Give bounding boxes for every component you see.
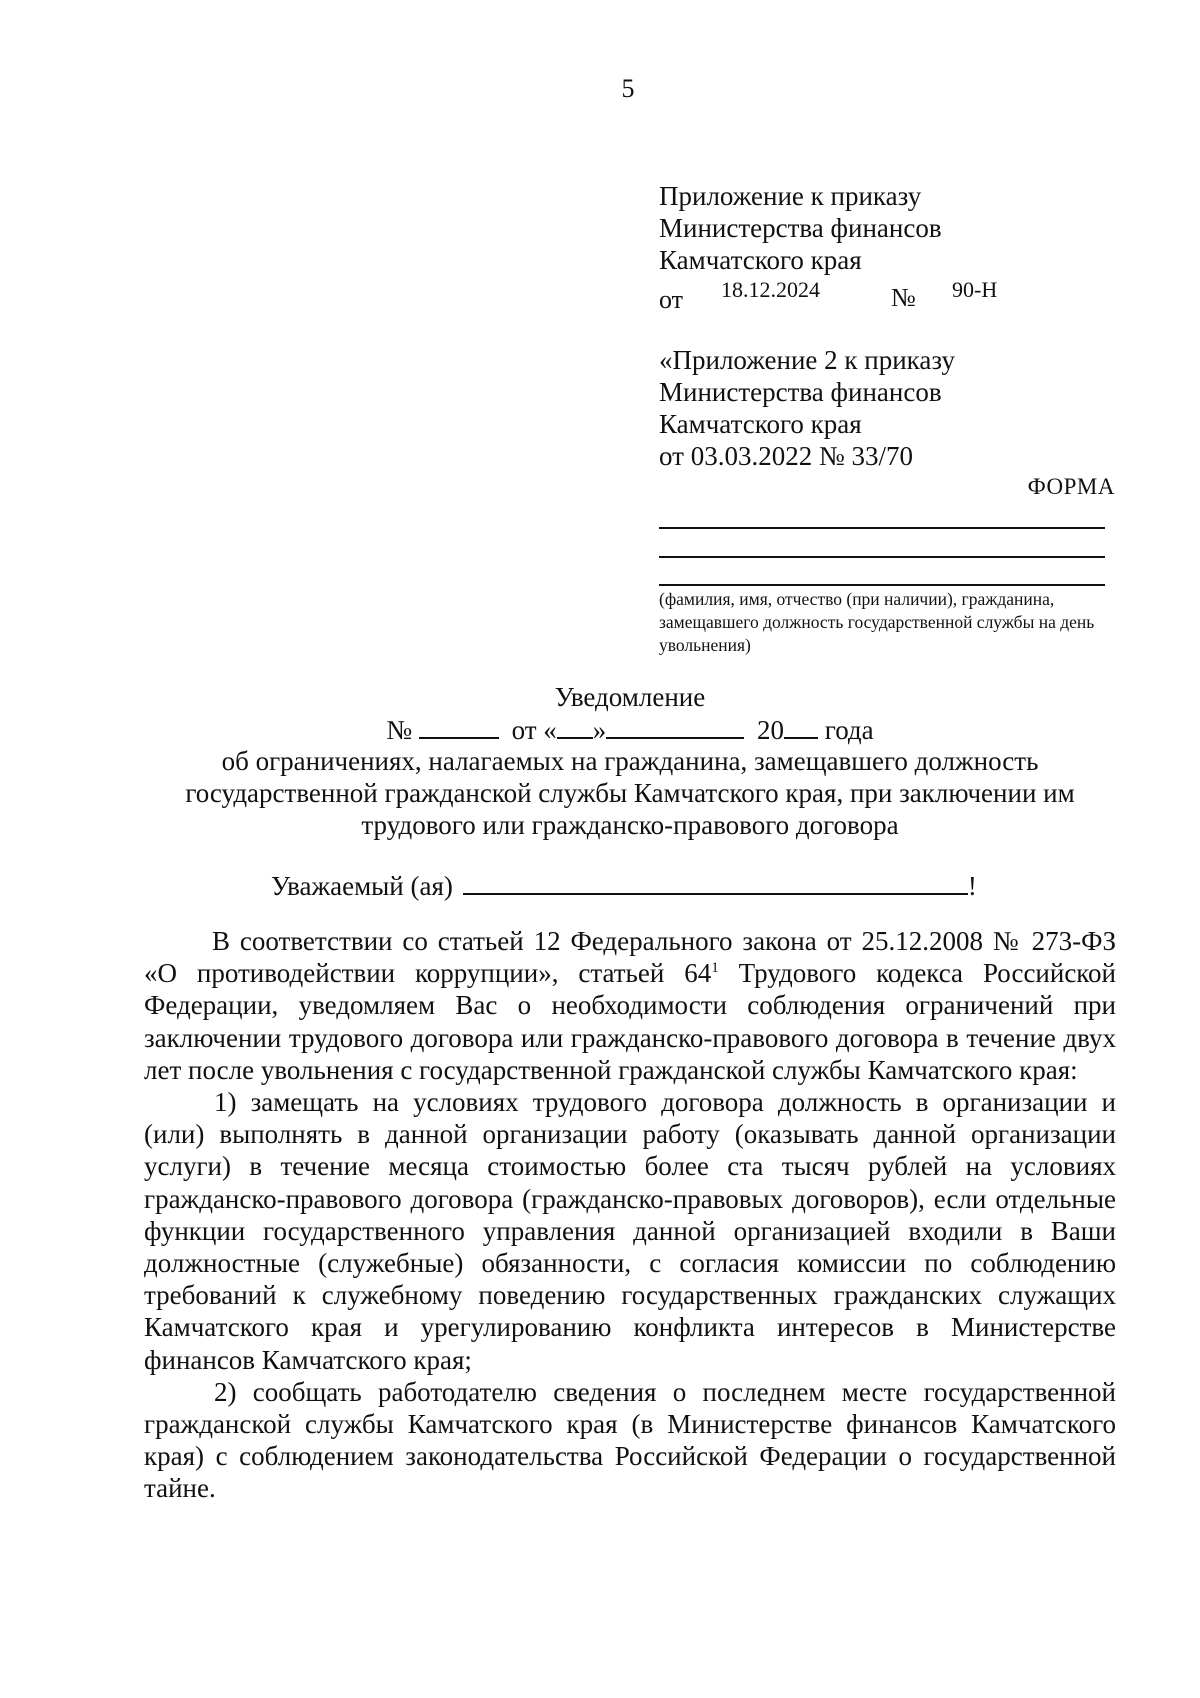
ot-label: от — [659, 285, 684, 314]
name-caption: (фамилия, имя, отчество (при наличии), гражданина, замещавшего должность государственной службы на день увольнения) — [659, 589, 1095, 655]
greeting-line — [271, 867, 977, 902]
name-blank-line — [659, 556, 1105, 558]
notice-body — [144, 925, 1116, 1505]
article-superscript: 1 — [711, 960, 719, 977]
notice-year-suffix: года — [824, 715, 874, 745]
approval-line: Министерства финансов — [659, 213, 942, 243]
order-date-number-row — [659, 276, 1129, 312]
approval-line: Министерства финансов — [659, 377, 942, 407]
restriction-item-2: 2) сообщать работодателю сведения о последнем месте государственной гражданской службы Камчатского края (в Министерстве финансов Камчатского края) с соблюдением законодательства Российской Федерации о государственной тайне. — [144, 1376, 1116, 1504]
notice-ot-open: от « — [511, 715, 557, 745]
notice-number-line — [130, 713, 1130, 746]
notice-day-blank — [557, 713, 593, 739]
order-number: 90-Н — [952, 277, 998, 302]
approval-block-current — [659, 180, 1129, 312]
page-number: 5 — [621, 74, 635, 103]
approval-line: от 03.03.2022 № 33/70 — [659, 441, 913, 471]
form-label: ФОРМА — [1027, 474, 1115, 499]
greeting-name-blank — [463, 867, 968, 895]
approval-line: Камчатского края — [659, 409, 862, 439]
notice-month-blank — [606, 713, 744, 739]
approval-line: «Приложение 2 к приказу — [659, 345, 955, 375]
notice-subject: об ограничениях, налагаемых на гражданина, замещавшего должность государственной гражданской службы Камчатского края, при заключении им трудового или гражданско-правового договора — [185, 746, 1075, 840]
notice-year-blank — [784, 713, 818, 739]
restriction-item-1: 1) замещать на условиях трудового договора должность в организации и (или) выполнять в данной организации работу (оказывать данной организации услуги) в течение месяца стоимостью более ста тысяч рублей на условиях гражданско-правового договора (гражданско-правовых договоров), если отдельные функции государственного управления данной организацией входили в Ваши должностные (служебные) обязанности, с согласия комиссии по соблюдению требований к служебному поведению государственных гражданских служащих Камчатского края и урегулированию конфликта интересов в Министерстве финансов Камчатского края; — [144, 1087, 1116, 1375]
notice-title: Уведомление — [554, 682, 706, 712]
approval-block-previous — [659, 344, 1129, 472]
body-intro-paragraph — [144, 925, 1116, 1086]
name-blank-line — [659, 584, 1105, 586]
notice-number-prefix: № — [386, 715, 413, 745]
number-sign: № — [891, 283, 916, 312]
approval-line: Приложение к приказу — [659, 181, 922, 211]
notice-number-blank — [419, 713, 499, 739]
intro-text-end: Трудового кодекса Российской Федерации, уведомляем Вас о необходимости соблюдения ограничений при заключении трудового договора или гражданско-правового договора в течение двух лет после увольнения с государственной гражданской службы Камчатского края: — [144, 958, 1117, 1085]
greeting-text: Уважаемый (ая) — [271, 871, 453, 901]
notice-quote-close: » — [592, 715, 607, 745]
intro-text-start: В соответствии со статьей 12 Федерального закона от 25.12.2008 № 273-ФЗ «О противодействии коррупции», статьей 64 — [144, 926, 1116, 989]
name-blank-line — [659, 527, 1105, 529]
notice-year-prefix: 20 — [757, 715, 785, 745]
approval-line: Камчатского края — [659, 245, 862, 275]
greeting-end: ! — [967, 871, 977, 901]
order-date: 18.12.2024 — [721, 277, 820, 302]
